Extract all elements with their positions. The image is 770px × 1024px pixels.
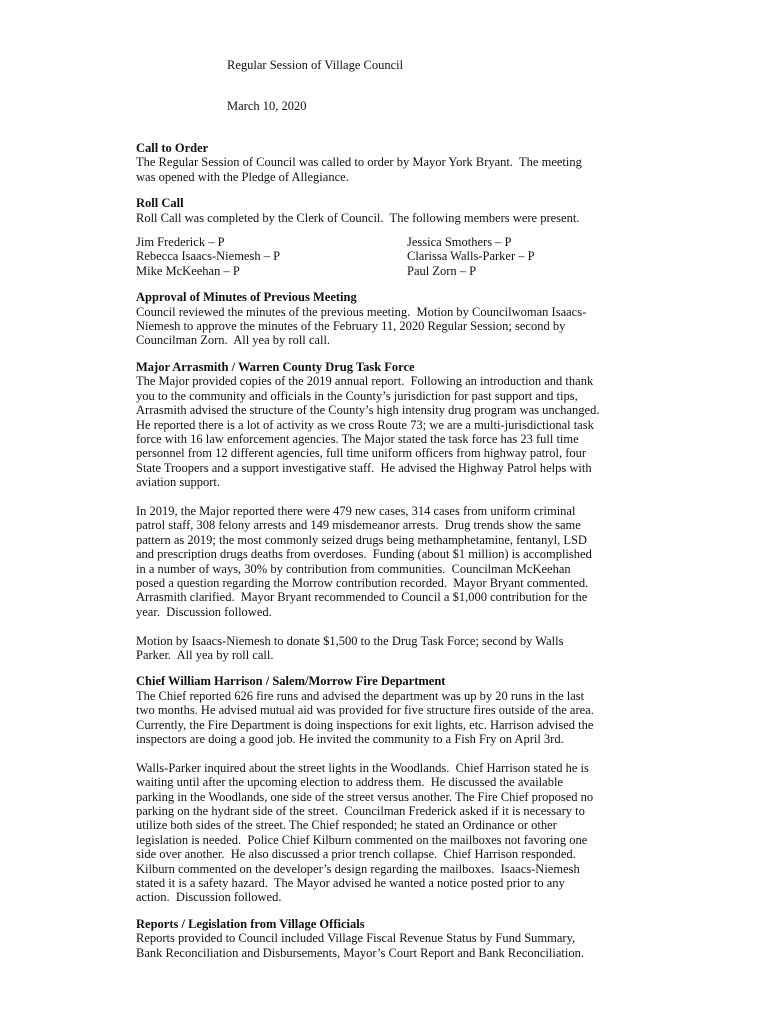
text-line: utilize both sides of the street. The Chief responded; he stated an Ordinance or other	[136, 818, 557, 833]
meeting-date: March 10, 2020	[227, 99, 307, 113]
text-line: side over another. He also discussed a prior trench collapse. Chief Harrison responded.	[136, 847, 576, 862]
text-line: stated it is a safety hazard. The Mayor advised he wanted a notice posted prior to any	[136, 876, 565, 891]
section-paragraph	[136, 504, 696, 619]
section-paragraph	[136, 761, 696, 905]
text-line: Kilburn commented on the developer’s design regarding the mailboxes. Isaacs-Niemesh	[136, 861, 580, 876]
section-paragraph	[136, 689, 696, 747]
text-line: Arrasmith advised the structure of the County’s high intensity drug program was unchanged.	[136, 403, 600, 418]
text-line: Walls-Parker inquired about the street lights in the Woodlands. Chief Harrison stated he is	[136, 760, 589, 775]
section-heading: Major Arrasmith / Warren County Drug Task Force	[136, 359, 415, 374]
text-line: Reports provided to Council included Village Fiscal Revenue Status by Fund Summary,	[136, 931, 576, 946]
text-line: parking on the hydrant side of the street. Councilman Frederick asked if it is necessary to	[136, 804, 585, 819]
members-column-right	[407, 235, 696, 278]
text-line: pattern as 2019; the most commonly seized drugs being methamphetamine, fentanyl, LSD	[136, 532, 587, 547]
text-line: In 2019, the Major reported there were 479 new cases, 314 cases from uniform criminal	[136, 503, 576, 518]
text-line: you to the community and officials in the County’s jurisdiction for past support and tips,	[136, 388, 578, 403]
text-line: year. Discussion followed.	[136, 604, 272, 619]
text-line: He reported there is a lot of activity as we cross Route 73; we are a multi-jurisdictional task	[136, 417, 594, 432]
members-list	[136, 235, 696, 278]
text-line: The Major provided copies of the 2019 annual report. Following an introduction and thank	[136, 374, 594, 389]
document-title: Regular Session of Village Council	[227, 58, 404, 72]
text-line: Bank Reconciliation and Disbursements, Mayor’s Court Report and Bank Reconciliation.	[136, 945, 584, 960]
text-line: Council reviewed the minutes of the previous meeting. Motion by Councilwoman Isaacs-	[136, 304, 587, 319]
members-column-left	[136, 235, 407, 278]
section-heading: Chief William Harrison / Salem/Morrow Fire Department	[136, 674, 446, 689]
text-line: Paul Zorn – P	[407, 263, 477, 278]
section-paragraph	[136, 374, 696, 489]
text-line: two months. He advised mutual aid was provided for five structure fires outside of the area.	[136, 703, 594, 718]
text-line: personnel from 12 different agencies, full time uniform officers from highway patrol, four	[136, 446, 587, 461]
text-line: was opened with the Pledge of Allegiance.	[136, 169, 349, 184]
text-line: patrol staff, 308 felony arrests and 149 misdemeanor arrests. Drug trends show the same	[136, 518, 581, 533]
text-line: parking in the Woodlands, one side of the street versus another. The Fire Chief proposed no	[136, 789, 594, 804]
text-line: Parker. All yea by roll call.	[136, 647, 274, 662]
text-line: Arrasmith clarified. Mayor Bryant recommended to Council a $1,000 contribution for the	[136, 590, 588, 605]
text-line: Niemesh to approve the minutes of the February 11, 2020 Regular Session; second by	[136, 319, 566, 334]
section-reports	[136, 917, 696, 960]
text-line: Jessica Smothers – P	[407, 235, 512, 250]
section-minutes-approval	[136, 290, 696, 348]
text-line: action. Discussion followed.	[136, 890, 282, 905]
section-drug-task-force	[136, 360, 696, 663]
section-roll-call	[136, 196, 696, 278]
text-line: Councilman Zorn. All yea by roll call.	[136, 333, 331, 348]
text-line: Mike McKeehan – P	[136, 263, 240, 278]
text-line: Rebecca Isaacs-Niemesh – P	[136, 249, 281, 264]
text-line: and prescription drugs deaths from overdoses. Funding (about $1 million) is accomplished	[136, 547, 592, 562]
text-line: Roll Call was completed by the Clerk of Council. The following members were present.	[136, 210, 580, 225]
text-line: in a number of ways, 30% by contribution from communities. Councilman McKeehan	[136, 561, 571, 576]
section-heading: Reports / Legislation from Village Officials	[136, 916, 365, 931]
section-heading: Approval of Minutes of Previous Meeting	[136, 290, 357, 305]
text-line: posed a question regarding the Morrow contribution recorded. Mayor Bryant commented.	[136, 575, 589, 590]
section-heading: Roll Call	[136, 196, 184, 211]
section-text	[136, 931, 696, 960]
section-text	[136, 211, 696, 225]
text-line: The Regular Session of Council was called to order by Mayor York Bryant. The meeting	[136, 155, 582, 170]
section-text	[136, 305, 696, 348]
text-line: The Chief reported 626 fire runs and advised the department was up by 20 runs in the last	[136, 688, 585, 703]
section-text	[136, 155, 696, 184]
text-line: legislation is needed. Police Chief Kilburn commented on the mailboxes not favoring one	[136, 832, 588, 847]
text-line: Currently, the Fire Department is doing inspections for exit lights, etc. Harrison advised the	[136, 717, 594, 732]
text-line: force with 16 law enforcement agencies. The Major stated the task force has 23 full time	[136, 431, 579, 446]
text-line: aviation support.	[136, 475, 221, 490]
text-line: State Troopers and a support investigative staff. He advised the Highway Patrol helps with	[136, 460, 592, 475]
section-heading: Call to Order	[136, 141, 209, 155]
section-call-to-order	[136, 141, 696, 184]
text-line: Clarissa Walls-Parker – P	[407, 249, 535, 264]
minutes-body	[136, 141, 696, 972]
text-line: Motion by Isaacs-Niemesh to donate $1,500 to the Drug Task Force; second by Walls	[136, 633, 564, 648]
text-line: Jim Frederick – P	[136, 235, 225, 250]
text-line: inspectors are doing a good job. He invited the community to a Fish Fry on April 3rd.	[136, 732, 564, 746]
text-line: waiting until after the upcoming election to address them. He discussed the available	[136, 775, 563, 790]
section-paragraph	[136, 634, 696, 663]
section-fire-department	[136, 674, 696, 904]
